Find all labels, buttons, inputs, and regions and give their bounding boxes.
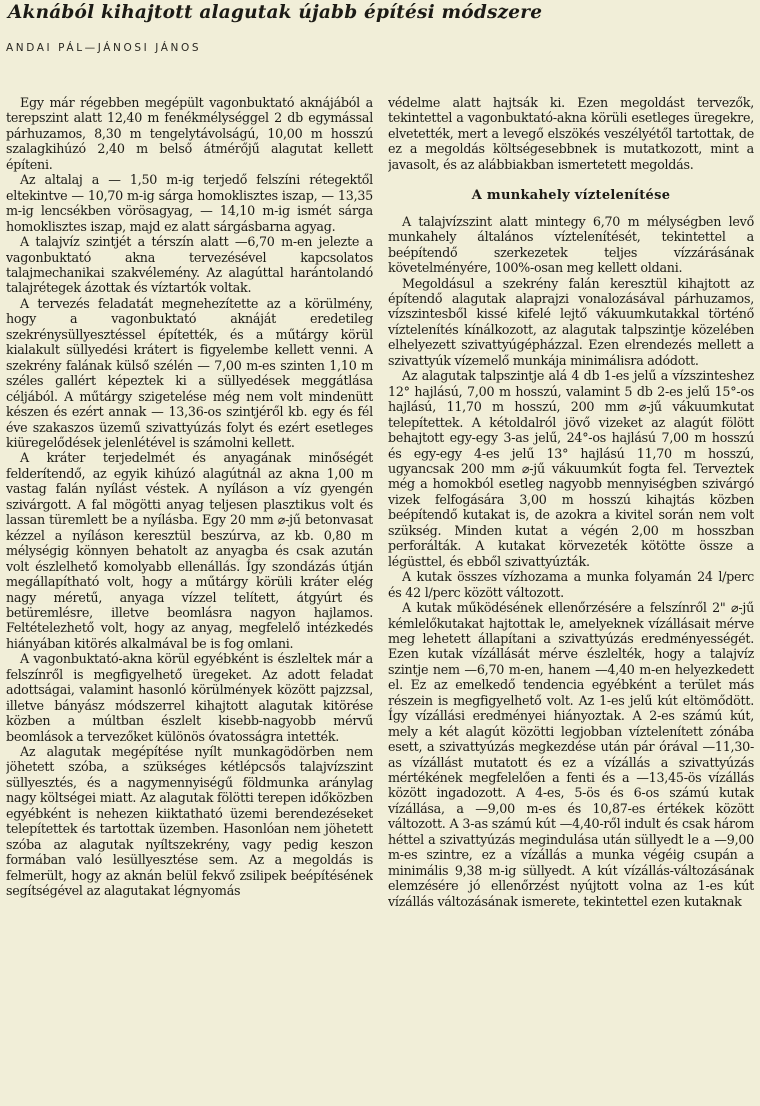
paragraph: Az alagutak talpszintje alá 4 db 1-es jelű a vízszinteshez 12° hajlású, 7,00 m hosszú, valamint 5 db 2-es jelű 15°-os hajlású, 11,70 m hosszú, 200 mm ⌀-jű vákuumkutat telepítettek. A kétoldalról jövő vizeket az alagút fölött behajtott egy-egy 3-as jelű, 24°-os hajlású 7,00 m hosszú és egy-egy 4-es jelű 13° hajlású 11,70 m hosszú, ugyancsak 200 mm ⌀-jű vákuumkút fogta fel. Terveztek még a homokból esetleg nagyobb mennyiségben szivárgó vizek felfogására 3,00 m hosszú kihajtás közben beépítendő kutakat is, de azokra a kivitel során nem volt szükség. Minden kutat a végén 2,00 m hosszban perforálták. A kutakat körvezeték kötötte össze a légüsttel, és ebből szivattyúzták.	[388, 368, 754, 569]
left-column	[6, 95, 373, 1105]
paragraph: Egy már régebben megépült vagonbuktató aknájából a terepszint alatt 12,40 m fenékmélységgel 2 db egymással párhuzamos, 8,30 m tengelytávolságú, 10,00 m hosszú szalagkihúzó 2,40 m belső átmérőjű alagutat kellett építeni.	[6, 95, 373, 172]
article-authors: ANDAI PÁL—JÁNOSI JÁNOS	[6, 42, 202, 54]
paragraph: A talajvízszint alatt mintegy 6,70 m mélységben levő munkahely általános víztelenítését, tekintettel a beépítendő szerkezetek teljes vízzárásának követelményére, 100%-osan meg kellett oldani.	[388, 213, 754, 276]
right-column	[388, 95, 754, 1105]
paragraph: A kutak összes vízhozama a munka folyamán 24 l/perc és 42 l/perc között változott.	[388, 569, 754, 600]
paragraph: A kutak működésének ellenőrzésére a felszínről 2" ⌀-jű kémlelőkutakat hajtottak le, amelyeknek vízállásait mérve meg lehetett állapítani a szivattyúzás eredményességét. Ezen kutak vízállását mérve észlelték, hogy a talajvíz szintje nem —6,70 m-en, hanem —4,40 m-en helyezkedett el. Ez az emelkedő tendencia egyébként a terület más részein is megfigyelhető volt. Az 1-es jelű kút eltömődött. Így vízállási eredményei hiányoztak. A 2-es számú kút, mely a két alagút közötti legjobban víztelenített zónába esett, a szivattyúzás megkezdése után pár órával —11,30-as vízállást mutatott és ez a vízállás a szivattyúzás mértékének megfelelően a fenti és a —13,45-ös vízállás között ingadozott. A 4-es, 5-ös és 6-os számú kutak vízállása, a —9,00 m-es és 10,87-es értékek között változott. A 3-as számú kút —4,40-ről indult és csak három héttel a szivattyúzás megindulása után süllyedt le a —9,00 m-es szintre, ez a vízállás a munka végéig csupán a minimális 9,38 m-ig süllyedt. A kút vízállás-változásának elemzésére jó ellenőrzést nyújtott volna az 1-es kút vízállás változásának ismerete, tekintettel ezen kutaknak	[388, 600, 754, 909]
paragraph: A kráter terjedelmét és anyagának minőségét felderítendő, az egyik kihúzó alagútnál az akna 1,00 m vastag falán nyílást véstek. A nyíláson a víz gyengén szivárgott. A fal mögötti anyag teljesen plasztikus volt és lassan türemlett be a nyílásba. Egy 20 mm ⌀-jű betonvasat kézzel a nyíláson keresztül beszúrva, az kb. 0,80 m mélységig könnyen behatolt az anyagba és csak azután volt észlelhető komolyabb ellenállás. Így szondázás útján megállapítható volt, hogy a műtárgy körüli kráter elég nagy méretű, anyaga vízzel telített, átgyúrt és betüremlésre, illetve beomlásra nagyon hajlamos. Feltételezhető volt, hogy az anyag, megfelelő intézkedés hiányában kitörés alkalmával be is fog omlani.	[6, 450, 373, 651]
paragraph: A tervezés feladatát megnehezítette az a körülmény, hogy a vagonbuktató aknáját eredetileg szekrénysüllyesztéssel építették, és a műtárgy körül kialakult süllyedési krátert is figyelembe kellett venni. A szekrény falának külső szélén — 7,00 m-es szinten 1,10 m széles gallért képeztek ki a süllyedések meggátlása céljából. A műtárgy szigetelése még nem volt mindenütt készen és ezért annak — 13,36-os szintjéről kb. egy és fél éve szakaszos üzemű szivattyúzás folyt és ezért esetleges kiüregelődések jelenlétével is számolni kellett.	[6, 295, 373, 450]
section-heading: A munkahely víztelenítése	[471, 188, 671, 204]
paragraph: A talajvíz szintjét a térszín alatt —6,70 m-en jelezte a vagonbuktató akna tervezésével kapcsolatos talajmechanikai szakvélemény. Az alagúttal harántolandó talajrétegek ázottak és víztartók voltak.	[6, 234, 373, 296]
paragraph-continued: védelme alatt hajtsák ki. Ezen megoldást tervezők, tekintettel a vagonbuktató-akna körüli esetleges üregekre, elvetették, mert a levegő elszökés veszélyétől tartottak, de ez a megoldás költségesebbnek is mutatkozott, mint a javasolt, és az alábbiakban ismertetett megoldás.	[388, 95, 754, 172]
paragraph: Az altalaj a — 1,50 m-ig terjedő felszíni rétegektől eltekintve — 10,70 m-ig sárga homoklisztes iszap, — 13,35 m-ig lencsékben vörösagyag, — 14,10 m-ig ismét sárga homoklisztes iszap, majd ez alatt sárgásbarna agyag.	[6, 172, 373, 234]
paragraph: A vagonbuktató-akna körül egyébként is észleltek már a felszínről is megfigyelhető üregeket. Az adott feladat adottságai, valamint hasonló körülmények között pajzzsal, illetve bányász módszerrel kihajtott alagutak kitörése közben a múltban észlelt kisebb-nagyobb mérvű beomlások a tervezőket különös óvatosságra intették.	[6, 651, 373, 744]
paragraph: Az alagutak megépítése nyílt munkagödörben nem jöhetett szóba, a szükséges kétlépcsős talajvízszint süllyesztés, és a nagymennyiségű földmunka aránylag nagy költségei miatt. Az alagutak fölötti terepen időközben egyébként is nehezen kiiktatható üzemi berendezéseket telepítettek és tartottak üzemben. Hasonlóan nem jöhetett szóba az alagutak nyíltszekrény, vagy pedig keszon formában való lesüllyesztése sem. Az a megoldás is felmerült, hogy az aknán belül fekvő zsilipek beépítésének segítségével az alagutakat légnyomás	[6, 744, 373, 899]
article-title: Aknából kihajtott alagutak újabb építési módszere	[8, 2, 543, 23]
paragraph: Megoldásul a szekrény falán keresztül kihajtott az építendő alagutak alaprajzi vonalozásával párhuzamos, vízszintesből kissé kifelé lejtő vákuumkutakkal történő víztelenítés kínálkozott, az alagutak talpszintje közelében elhelyezett szivattyúgépházzal. Ezen elrendezés mellett a szivattyúk vízemelő munkája minimálisra adódott.	[388, 275, 754, 368]
